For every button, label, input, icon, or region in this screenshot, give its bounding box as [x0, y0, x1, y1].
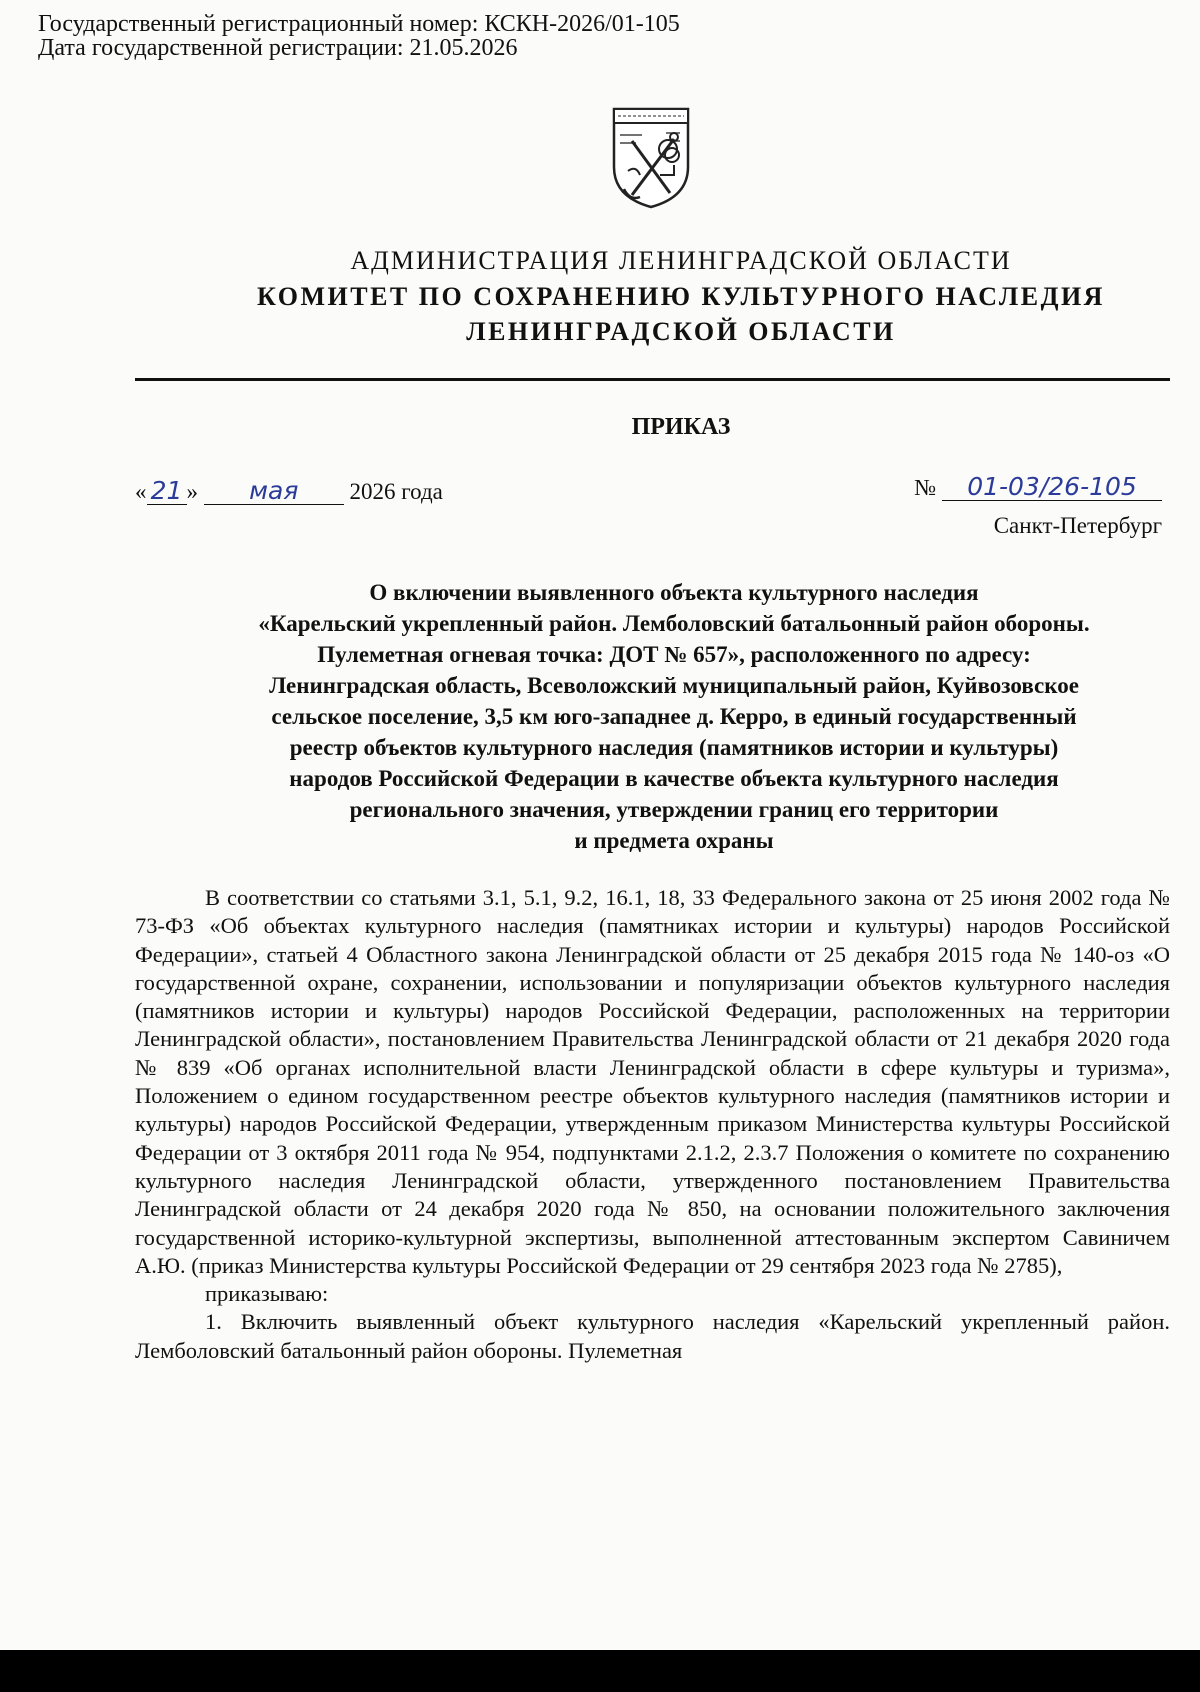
order-number-prefix: №	[914, 475, 937, 500]
title-line: и предмета охраны	[574, 828, 774, 853]
date-year: 2026 года	[349, 479, 443, 504]
header-divider	[135, 378, 1170, 381]
registration-number: Государственный регистрационный номер: КСКН-2026/01-105	[38, 11, 680, 37]
item-1-paragraph: 1. Включить выявленный объект культурного наследия «Карельский укрепленный район. Лемболовский батальонный район обороны. Пулеметная	[135, 1309, 1170, 1363]
title-line: регионального значения, утверждении границ его территории	[349, 797, 999, 822]
order-title	[150, 577, 1198, 856]
order-date	[135, 478, 443, 505]
committee-heading	[0, 279, 1200, 349]
title-line: О включении выявленного объекта культурного наследия	[369, 580, 979, 605]
title-line: народов Российской Федерации в качестве объекта культурного наследия	[289, 766, 1059, 791]
order-number	[914, 474, 1162, 501]
date-day: 21	[147, 478, 187, 505]
title-line: Ленинградская область, Всеволожский муниципальный район, Куйвозовское	[269, 673, 1079, 698]
coat-of-arms-icon	[610, 105, 692, 211]
committee-heading-line-2: ЛЕНИНГРАДСКОЙ ОБЛАСТИ	[466, 317, 896, 346]
order-body	[135, 884, 1170, 1365]
decree-word: приказываю:	[205, 1281, 329, 1307]
date-open-quote: «	[135, 479, 147, 504]
title-line: «Карельский укрепленный район. Лемболовский батальонный район обороны.	[258, 611, 1090, 636]
city: Санкт-Петербург	[993, 513, 1162, 538]
order-number-value: 01-03/26-105	[942, 474, 1162, 501]
date-close-quote: »	[186, 479, 198, 504]
title-line: сельское поселение, 3,5 км юго-западнее д. Керро, в единый государственный	[271, 704, 1077, 729]
title-line: реестр объектов культурного наследия (памятников истории и культуры)	[289, 735, 1059, 760]
date-month: мая	[204, 478, 344, 505]
registration-date: Дата государственной регистрации: 21.05.2026	[38, 35, 518, 61]
document-type-heading: ПРИКАЗ	[631, 414, 731, 440]
administration-heading: АДМИНИСТРАЦИЯ ЛЕНИНГРАДСКОЙ ОБЛАСТИ	[350, 246, 1012, 275]
title-line: Пулеметная огневая точка: ДОТ № 657», расположенного по адресу:	[317, 642, 1031, 667]
registration-block	[38, 12, 680, 60]
committee-heading-line-1: КОМИТЕТ ПО СОХРАНЕНИЮ КУЛЬТУРНОГО НАСЛЕДИЯ	[257, 282, 1105, 311]
preamble-paragraph: В соответствии со статьями 3.1, 5.1, 9.2, 16.1, 18, 33 Федерального закона от 25 июня 2002 года № 73-ФЗ «Об объектах культурного наследия (памятниках истории и культуры) народов Российской Федерации», статьей 4 Областного закона Ленинградской области от 25 декабря 2015 года № 140-оз «О государственной охране, сохранении, использовании и популяризации объектов культурного наследия (памятников истории и культуры) народов Российской Федерации, расположенных на территории Ленинградской области», постановлением Правительства Ленинградской области от 21 декабря 2020 года № 839 «Об органах исполнительной власти Ленинградской области в сфере культуры и туризма», Положением о едином государственном реестре объектов культурного наследия (памятников истории и культуры) народов Российской Федерации, утвержденным приказом Министерства культуры Российской Федерации от 3 октября 2011 года № 954, подпунктами 2.1.2, 2.3.7 Положения о комитете по сохранению культурного наследия Ленинградской области, утвержденного постановлением Правительства Ленинградской области от 24 декабря 2020 года № 850, на основании положительного заключения государственной историко-культурной экспертизы, выполненной аттестованным экспертом Савиничем А.Ю. (приказ Министерства культуры Российской Федерации от 29 сентября 2023 года № 2785),	[135, 885, 1170, 1278]
scan-edge-bar	[0, 1650, 1200, 1692]
